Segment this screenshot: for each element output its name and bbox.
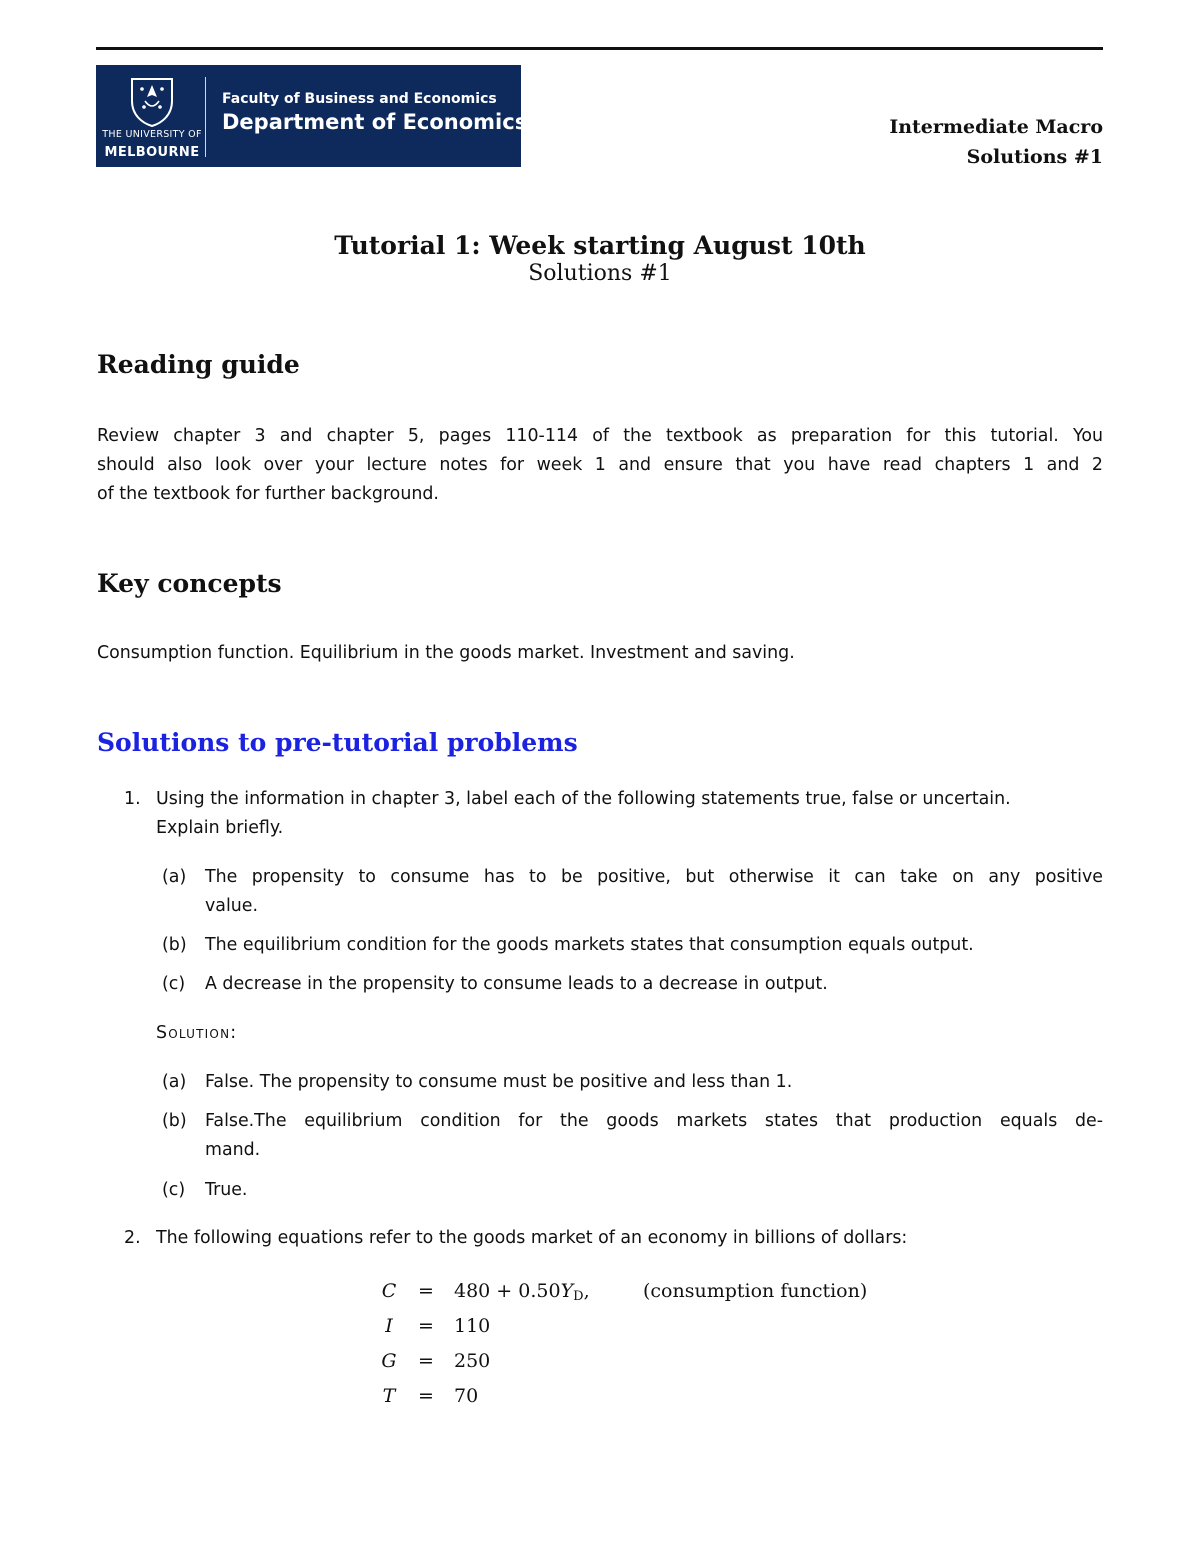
- solutions-heading: Solutions to pre-tutorial problems: [97, 728, 578, 757]
- question-1-text-line1: Using the information in chapter 3, label each of the following statements true, false or uncertain.: [156, 789, 1011, 809]
- solution-label: Solution:: [156, 1023, 238, 1043]
- q1-answer-b-line2: mand.: [205, 1140, 261, 1160]
- key-concepts-text: Consumption function. Equilibrium in the goods market. Investment and saving.: [97, 643, 795, 663]
- q1-item-a-line1: The propensity to consume has to be positive, but otherwise it can take on any positive: [205, 867, 1103, 887]
- page-title: Tutorial 1: Week starting August 10th: [334, 231, 866, 260]
- reading-line-1: Review chapter 3 and chapter 5, pages 110-114 of the textbook as preparation for this tutorial. You: [97, 426, 1103, 446]
- reading-line-3: of the textbook for further background.: [97, 484, 439, 504]
- eq3-rhs: 250: [454, 1350, 491, 1372]
- question-2-number: 2.: [124, 1228, 141, 1248]
- q1-item-b-label: (b): [162, 935, 187, 955]
- eq1-rhs-constant: 480 + 0.50: [454, 1280, 561, 1302]
- document-label: Solutions #1: [966, 146, 1103, 168]
- question-1-number: 1.: [124, 789, 141, 809]
- q1-item-c-text: A decrease in the propensity to consume leads to a decrease in output.: [205, 974, 828, 994]
- faculty-name: Faculty of Business and Economics: [222, 91, 497, 107]
- question-2-text: The following equations refer to the goods market of an economy in billions of dollars:: [156, 1228, 908, 1248]
- q1-item-b-text: The equilibrium condition for the goods markets states that consumption equals output.: [205, 935, 974, 955]
- eq1-sign: =: [418, 1280, 434, 1302]
- reading-line-2: should also look over your lecture notes for week 1 and ensure that you have read chapters 1 and 2: [97, 455, 1103, 475]
- eq1-lhs: C: [381, 1280, 397, 1302]
- course-name: Intermediate Macro: [889, 116, 1103, 138]
- eq3-lhs: G: [381, 1350, 397, 1372]
- logo-divider: [205, 77, 206, 157]
- university-name-line1: THE UNIVERSITY OF: [102, 129, 202, 140]
- eq4-rhs: 70: [454, 1385, 479, 1407]
- q1-item-c-label: (c): [162, 974, 186, 994]
- eq1-rhs-subscript: D: [573, 1289, 584, 1304]
- eq4-lhs: T: [382, 1385, 396, 1407]
- eq1-rhs: [454, 1280, 590, 1304]
- department-name: Department of Economics: [222, 110, 528, 134]
- eq2-sign: =: [418, 1315, 434, 1337]
- reading-guide-paragraph: [97, 422, 1103, 509]
- q1-answer-c-label: (c): [162, 1180, 186, 1200]
- eq2-rhs: 110: [454, 1315, 491, 1337]
- key-concepts-heading: Key concepts: [97, 569, 282, 598]
- q1-answer-a-label: (a): [162, 1072, 187, 1092]
- eq1-rhs-tail: ,: [583, 1280, 590, 1302]
- eq3-sign: =: [418, 1350, 434, 1372]
- university-name-line2: MELBOURNE: [104, 145, 200, 160]
- eq2-lhs: I: [385, 1315, 393, 1337]
- reading-guide-heading: Reading guide: [97, 350, 300, 379]
- university-crest-icon: [114, 77, 190, 127]
- q1-answer-b-line1: False.The equilibrium condition for the goods markets states that production equals de-: [205, 1111, 1103, 1131]
- top-rule: [96, 47, 1103, 50]
- q1-answer-a-text: False. The propensity to consume must be positive and less than 1.: [205, 1072, 793, 1092]
- q1-item-a-line2: value.: [205, 896, 259, 916]
- eq4-sign: =: [418, 1385, 434, 1407]
- eq1-note: (consumption function): [643, 1280, 868, 1302]
- question-1-text-line2: Explain briefly.: [156, 818, 284, 838]
- page-subtitle: Solutions #1: [528, 261, 672, 286]
- q1-answer-c-text: True.: [205, 1180, 248, 1200]
- eq1-rhs-variable: Y: [560, 1280, 574, 1302]
- university-logo: [96, 65, 528, 167]
- q1-item-a-label: (a): [162, 867, 187, 887]
- q1-answer-b-label: (b): [162, 1111, 187, 1131]
